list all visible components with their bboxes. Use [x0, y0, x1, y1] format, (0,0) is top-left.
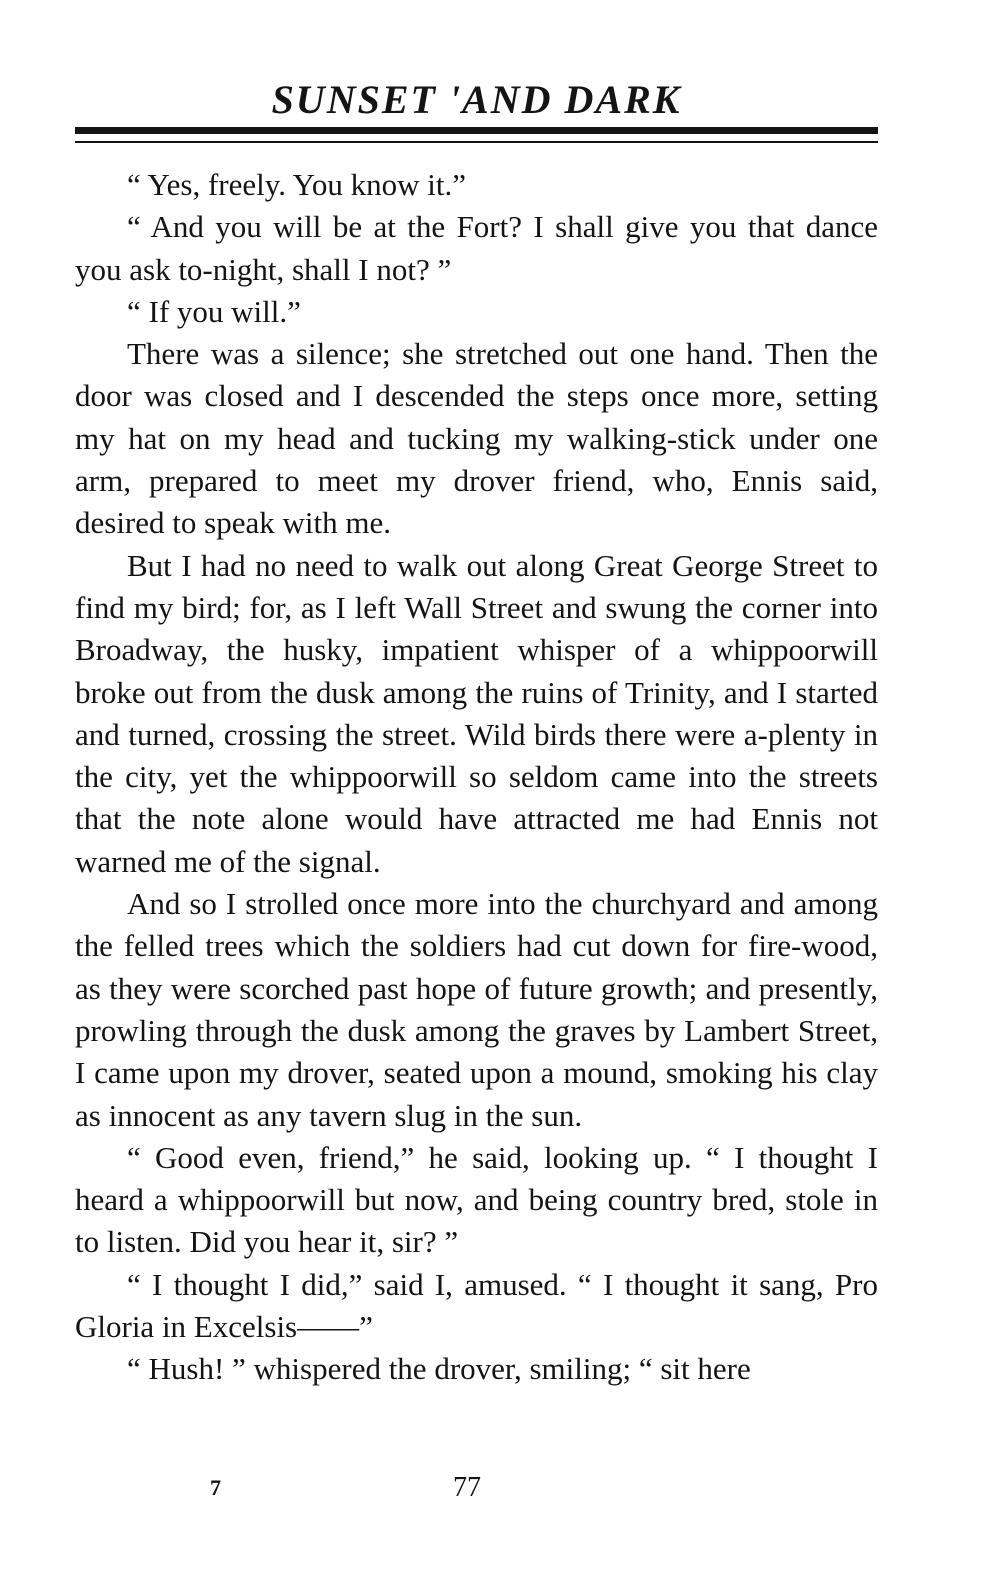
- header-rule-thin: [75, 141, 878, 143]
- paragraph-5: But I had no need to walk out along Great George Street to find my bird; for, as I left Wall Street and swung the corner into Broadway, the husky, impatient whisper of a whippoorwill broke out from the dusk among the ruins of Trinity, and I started and turned, crossing the street. Wild birds there were a-plenty in the city, yet the whippoorwill so seldom came into the streets that the note alone would have attracted me had Ennis not warned me of the signal.: [75, 547, 878, 879]
- paragraph-4: There was a silence; she stretched out one hand. Then the door was closed and I descended the steps once more, setting my hat on my head and tucking my walking-stick under one arm, prepared to meet my drover friend, who, Ennis said, desired to speak with me.: [75, 336, 878, 541]
- signature-mark: 7: [210, 1475, 221, 1500]
- body-text: [75, 164, 878, 1391]
- header-rule-thick: [75, 127, 878, 134]
- paragraph-8: “ I thought I did,” said I, amused. “ I thought it sang, Pro Gloria in Excelsis——”: [75, 1266, 878, 1345]
- paragraph-7: “ Good even, friend,” he said, looking up. “ I thought I heard a whippoorwill but now, and being country bred, stole in to listen. Did you hear it, sir? ”: [75, 1139, 878, 1260]
- running-head-title: SUNSET 'AND DARK: [271, 77, 682, 122]
- paragraph-3: “ If you will.”: [127, 293, 301, 329]
- paragraph-6: And so I strolled once more into the churchyard and among the felled trees which the soldiers had cut down for fire-wood, as they were scorched past hope of future growth; and presently, prowling through the dusk among the graves by Lambert Street, I came upon my drover, seated upon a mound, smoking his clay as innocent as any tavern slug in the sun.: [75, 886, 878, 1133]
- paragraph-2: “ And you will be at the Fort? I shall give you that dance you ask to-night, shall I not? ”: [75, 209, 878, 287]
- page-number: 77: [453, 1472, 481, 1503]
- paragraph-1: “ Yes, freely. You know it.”: [127, 167, 466, 202]
- paragraph-9: “ Hush! ” whispered the drover, smiling; “ sit here: [127, 1351, 751, 1387]
